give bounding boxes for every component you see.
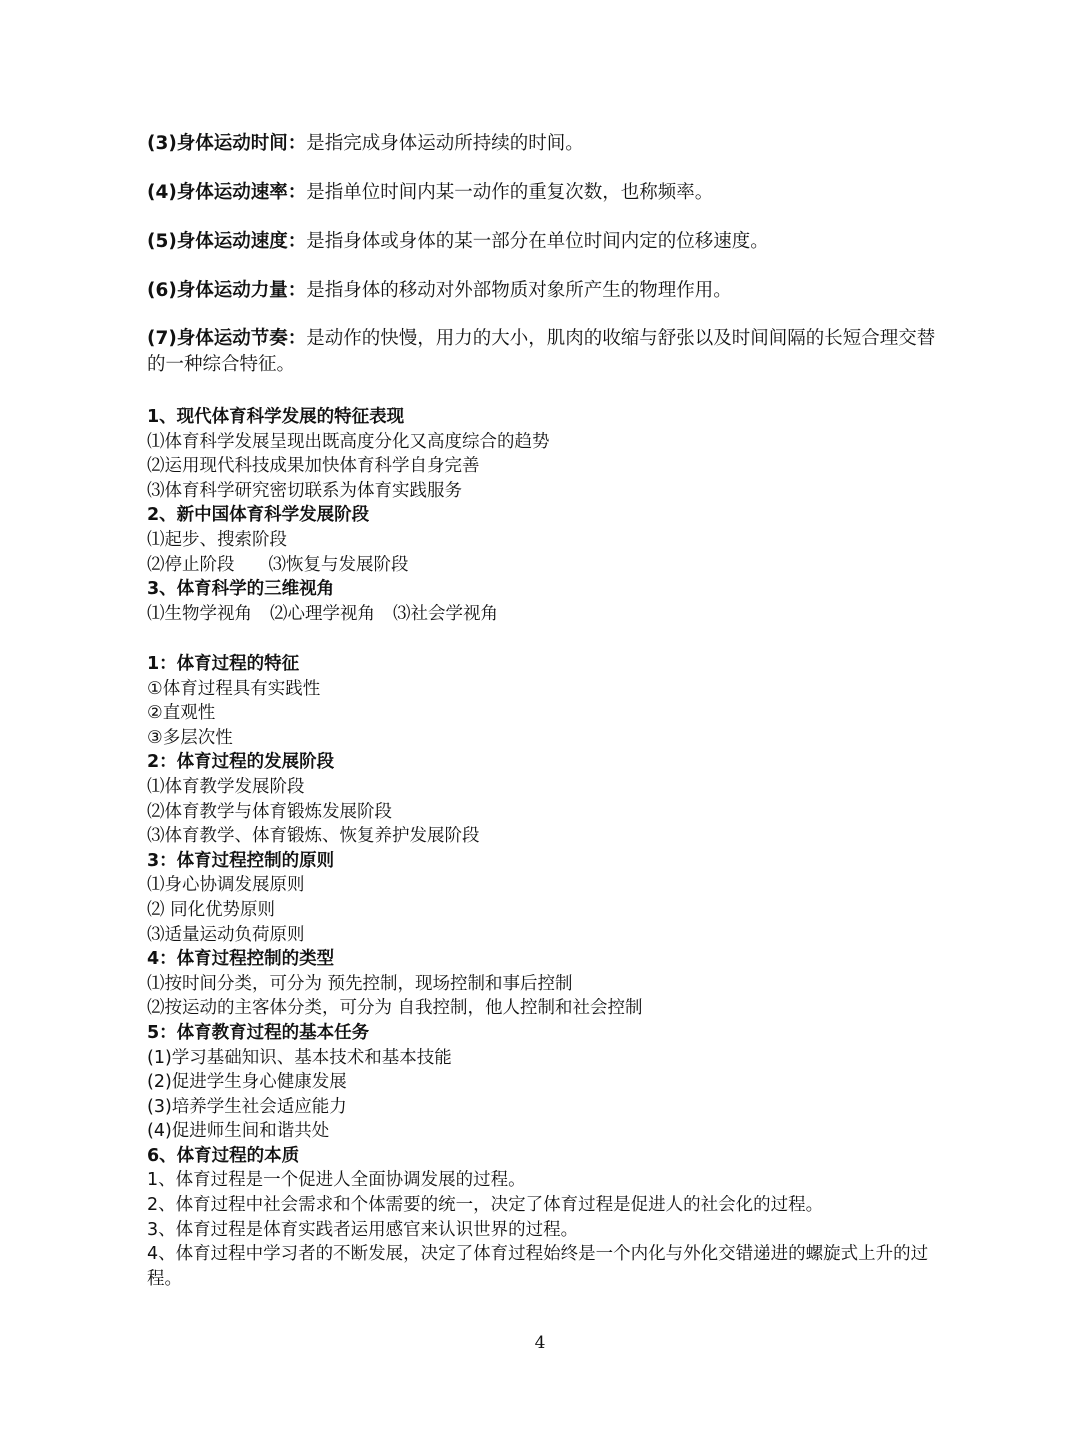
list-item: ⑶体育教学、体育锻炼、恢复养护发展阶段 xyxy=(147,826,480,847)
definition-desc: 是动作的快慢，用力的大小，肌肉的收缩与舒张以及时间间隔的长短合理交替的一种综合特征。 xyxy=(147,328,936,375)
list-item: ⑵心理学视角 xyxy=(270,603,375,624)
list-item: ⑴按时间分类，可分为 预先控制，现场控制和事后控制 xyxy=(147,973,573,994)
section-heading: 1：体育过程的特征 xyxy=(147,654,300,674)
section-heading: 4：体育过程控制的类型 xyxy=(147,949,335,970)
definitions-block xyxy=(147,130,937,399)
definition-term: (3)身体运动时间： xyxy=(147,133,307,154)
section-heading: 2、新中国体育科学发展阶段 xyxy=(147,505,370,526)
definition-term: (7)身体运动节奏： xyxy=(147,328,307,349)
definition-item xyxy=(147,326,937,378)
section-heading: 2：体育过程的发展阶段 xyxy=(147,752,335,773)
list-item: 4、体育过程中学习者的不断发展，决定了体育过程始终是一个内化与外化交错递进的螺旋式上升的过程。 xyxy=(147,1244,929,1289)
definition-desc: 是指完成身体运动所持续的时间。 xyxy=(306,133,584,154)
list-item: ②直观性 xyxy=(147,703,216,724)
definition-item xyxy=(147,228,937,256)
list-item: ⑵按运动的主客体分类，可分为 自我控制，他人控制和社会控制 xyxy=(147,998,643,1019)
section-heading: 3：体育过程控制的原则 xyxy=(147,850,335,871)
list-item: ⑴起步、搜索阶段 xyxy=(147,529,287,550)
definition-item xyxy=(147,277,937,305)
list-item: ⑴体育科学发展呈现出既高度分化又高度综合的趋势 xyxy=(147,431,550,452)
list-item: ⑴体育教学发展阶段 xyxy=(147,776,305,797)
section-heading: 5：体育教育过程的基本任务 xyxy=(147,1022,370,1043)
section-heading: 3、体育科学的三维视角 xyxy=(147,579,335,600)
list-item: (1)学习基础知识、基本技术和基本技能 xyxy=(147,1047,452,1068)
definition-term: (5)身体运动速度： xyxy=(147,231,307,252)
definition-desc: 是指身体或身体的某一部分在单位时间内定的位移速度。 xyxy=(306,231,769,252)
definition-item xyxy=(147,130,937,158)
list-item: 2、体育过程中社会需求和个体需要的统一，决定了体育过程是促进人的社会化的过程。 xyxy=(147,1195,824,1216)
page-number: 4 xyxy=(534,1333,546,1353)
list-item: (4)促进师生间和谐共处 xyxy=(147,1121,330,1142)
sports-science-outline xyxy=(147,405,937,626)
list-item-row xyxy=(147,553,937,578)
list-item: ⑴生物学视角 xyxy=(147,603,252,624)
section-heading: 6、体育过程的本质 xyxy=(147,1145,300,1166)
list-item: ⑵运用现代科技成果加快体育科学自身完善 xyxy=(147,456,480,477)
list-item: ⑵停止阶段 xyxy=(147,554,235,575)
list-item: ⑶体育科学研究密切联系为体育实践服务 xyxy=(147,480,462,501)
list-item: (2)促进学生身心健康发展 xyxy=(147,1072,347,1093)
list-item: ⑶适量运动负荷原则 xyxy=(147,924,305,945)
sports-process-outline xyxy=(147,652,937,1291)
section-heading: 1、现代体育科学发展的特征表现 xyxy=(147,407,405,427)
list-item: ⑴身心协调发展原则 xyxy=(147,875,305,896)
list-item: 1、体育过程是一个促进人全面协调发展的过程。 xyxy=(147,1170,526,1191)
definition-item xyxy=(147,179,937,207)
definition-desc: 是指单位时间内某一动作的重复次数，也称频率。 xyxy=(306,182,714,203)
list-item: ⑵ 同化优势原则 xyxy=(147,899,276,920)
list-item: 3、体育过程是体育实践者运用感官来认识世界的过程。 xyxy=(147,1219,579,1240)
list-item: ⑵体育教学与体育锻炼发展阶段 xyxy=(147,801,392,822)
definition-desc: 是指身体的移动对外部物质对象所产生的物理作用。 xyxy=(306,280,732,301)
list-item: ①体育过程具有实践性 xyxy=(147,678,321,699)
list-item: ⑶社会学视角 xyxy=(393,603,498,624)
list-item: ⑶恢复与发展阶段 xyxy=(268,554,409,575)
list-item-row xyxy=(147,602,937,627)
list-item: (3)培养学生社会适应能力 xyxy=(147,1096,347,1117)
definition-term: (4)身体运动速率： xyxy=(147,182,307,203)
list-item: ③多层次性 xyxy=(147,727,233,748)
definition-term: (6)身体运动力量： xyxy=(147,280,307,301)
